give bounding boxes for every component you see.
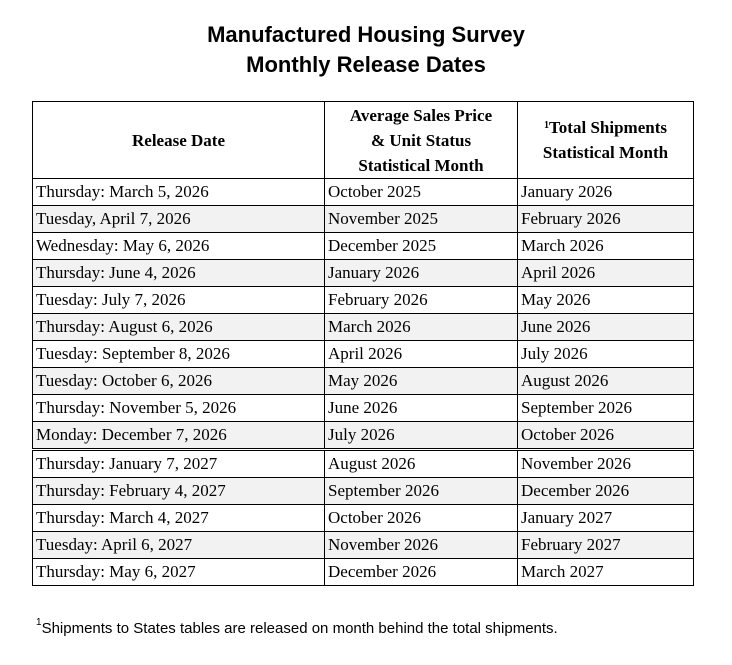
cell-avg-sales-month: August 2026 — [325, 450, 518, 478]
cell-avg-sales-month: March 2026 — [325, 314, 518, 341]
header-avg-sales-line-2: & Unit Status — [370, 130, 472, 150]
cell-total-shipments-month: April 2026 — [518, 260, 694, 287]
cell-total-shipments-month: January 2026 — [518, 179, 694, 206]
cell-release-date: Thursday: November 5, 2026 — [33, 395, 325, 422]
cell-total-shipments-month: November 2026 — [518, 450, 694, 478]
cell-total-shipments-month: July 2026 — [518, 341, 694, 368]
cell-release-date: Thursday: March 5, 2026 — [33, 179, 325, 206]
cell-avg-sales-month: July 2026 — [325, 422, 518, 450]
cell-release-date: Tuesday: September 8, 2026 — [33, 341, 325, 368]
document-title — [0, 20, 732, 80]
cell-release-date: Tuesday, April 7, 2026 — [33, 206, 325, 233]
title-line-1: Manufactured Housing Survey — [207, 22, 525, 47]
table-row — [33, 314, 694, 341]
footnote-marker: 1 — [36, 617, 42, 628]
cell-release-date: Tuesday: April 6, 2027 — [33, 532, 325, 559]
cell-total-shipments-month: March 2027 — [518, 559, 694, 586]
cell-release-date: Tuesday: October 6, 2026 — [33, 368, 325, 395]
cell-release-date: Thursday: May 6, 2027 — [33, 559, 325, 586]
table-header-row — [33, 102, 694, 179]
cell-avg-sales-month: November 2026 — [325, 532, 518, 559]
table-row — [33, 395, 694, 422]
cell-avg-sales-month: December 2025 — [325, 233, 518, 260]
cell-avg-sales-month: April 2026 — [325, 341, 518, 368]
table-row — [33, 341, 694, 368]
cell-avg-sales-month: September 2026 — [325, 478, 518, 505]
table-row — [33, 206, 694, 233]
cell-avg-sales-month: February 2026 — [325, 287, 518, 314]
header-avg-sales-line-1: Average Sales Price — [349, 105, 493, 125]
table-row — [33, 287, 694, 314]
header-avg-sales-price — [325, 102, 518, 179]
cell-avg-sales-month: October 2026 — [325, 505, 518, 532]
cell-total-shipments-month: March 2026 — [518, 233, 694, 260]
table-row — [33, 532, 694, 559]
cell-avg-sales-month: June 2026 — [325, 395, 518, 422]
cell-release-date: Tuesday: July 7, 2026 — [33, 287, 325, 314]
cell-avg-sales-month: October 2025 — [325, 179, 518, 206]
cell-total-shipments-month: August 2026 — [518, 368, 694, 395]
cell-total-shipments-month: January 2027 — [518, 505, 694, 532]
header-total-shipments-line-1 — [518, 115, 693, 140]
footnote — [36, 617, 558, 637]
table-body — [33, 179, 694, 586]
header-total-shipments — [518, 102, 694, 179]
cell-release-date: Thursday: August 6, 2026 — [33, 314, 325, 341]
cell-total-shipments-month: September 2026 — [518, 395, 694, 422]
header-release-date-label: Release Date — [132, 130, 225, 150]
header-release-date — [33, 102, 325, 179]
cell-release-date: Thursday: June 4, 2026 — [33, 260, 325, 287]
footnote-marker-ref: 1 — [544, 120, 550, 131]
release-schedule-table — [32, 101, 694, 586]
cell-release-date: Thursday: February 4, 2027 — [33, 478, 325, 505]
cell-release-date: Thursday: March 4, 2027 — [33, 505, 325, 532]
header-avg-sales-line-3: Statistical Month — [358, 155, 484, 175]
cell-total-shipments-month: October 2026 — [518, 422, 694, 450]
table-row — [33, 179, 694, 206]
cell-release-date: Wednesday: May 6, 2026 — [33, 233, 325, 260]
table-row — [33, 260, 694, 287]
cell-total-shipments-month: February 2026 — [518, 206, 694, 233]
cell-avg-sales-month: November 2025 — [325, 206, 518, 233]
cell-release-date: Monday: December 7, 2026 — [33, 422, 325, 450]
table-row — [33, 559, 694, 586]
table-row — [33, 422, 694, 450]
table-row — [33, 368, 694, 395]
cell-release-date: Thursday: January 7, 2027 — [33, 450, 325, 478]
footnote-text: Shipments to States tables are released on month behind the total shipments. — [41, 620, 558, 637]
header-total-shipments-label: Total Shipments — [549, 118, 667, 137]
title-line-2: Monthly Release Dates — [246, 52, 486, 77]
cell-avg-sales-month: January 2026 — [325, 260, 518, 287]
table-row — [33, 450, 694, 478]
cell-total-shipments-month: February 2027 — [518, 532, 694, 559]
cell-total-shipments-month: December 2026 — [518, 478, 694, 505]
table-row — [33, 478, 694, 505]
cell-avg-sales-month: May 2026 — [325, 368, 518, 395]
cell-total-shipments-month: June 2026 — [518, 314, 694, 341]
header-total-shipments-line-2: Statistical Month — [542, 143, 669, 162]
cell-total-shipments-month: May 2026 — [518, 287, 694, 314]
cell-avg-sales-month: December 2026 — [325, 559, 518, 586]
table-row — [33, 233, 694, 260]
table-row — [33, 505, 694, 532]
